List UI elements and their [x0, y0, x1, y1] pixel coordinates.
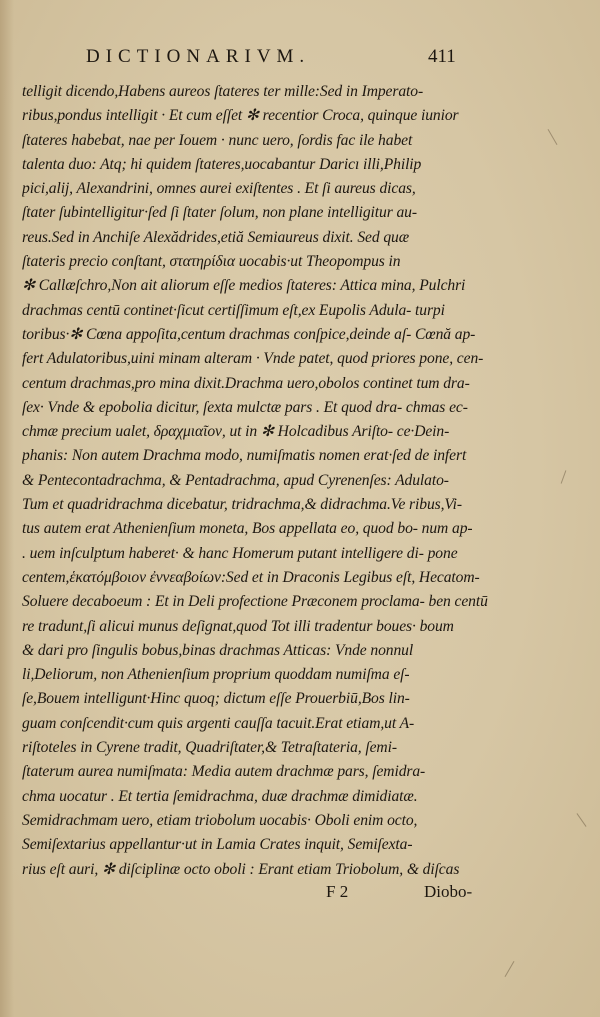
page-gutter-shadow — [0, 0, 14, 1017]
text-line: reus.Sed in Anchiſe Alexădrides,etiă Semiaureus dixit. Sed quæ — [22, 228, 410, 246]
text-line: & Pentecontadrachma, & Pentadrachma, apud Cyrenenſes: Adulato- — [22, 471, 449, 489]
page-header — [0, 44, 600, 74]
margin-pencil-mark — [548, 129, 558, 145]
text-line: riſtoteles in Cyrene tradit, Quadriſtater,& Tetraſtateria, ſemi- — [22, 739, 397, 757]
text-line: centem,ἑκατόμβοιον ἐννεαβοίων:Sed et in Draconis Legibus eſt, Hecatom- — [22, 568, 480, 586]
text-line: Semidrachmam uero, etiam triobolum uocabis· Oboli enim octo, — [22, 811, 418, 829]
text-line: Tum et quadridrachma dicebatur, tridrachma,& didrachma.Ve ribus,Vi- — [22, 496, 463, 514]
text-line: centum drachmas,pro mina dixit.Drachma uero,obolos continet tum dra- — [22, 374, 470, 392]
text-line: ſtaterum aurea numiſmata: Media autem drachmæ pars, ſemidra- — [22, 763, 426, 781]
text-line: rius eſt auri, ✻ diſciplinæ octo oboli : Erant etiam Triobolum, & diſcas — [22, 860, 460, 878]
margin-pencil-mark — [505, 961, 515, 977]
page-number: 411 — [428, 46, 456, 67]
text-line: Semiſextarius appellantur·ut in Lamia Crates inquit, Semiſexta- — [22, 836, 413, 854]
text-line: pici,alij, Alexandrini, omnes aurei exiſtentes . Et ſi aureus dicas, — [22, 180, 416, 198]
text-line: re tradunt,ſi alicui munus deſignat,quod Tot illi tradentur boues· boum — [22, 617, 454, 635]
signature-mark: F 2 — [326, 882, 349, 901]
text-line: tus autem erat Athenienſium moneta, Bos appellata eo, quod bo- num ap- — [22, 520, 473, 538]
text-line: chma uocatur . Et tertia ſemidrachma, duæ drachmæ dimidiatæ. — [22, 787, 418, 805]
text-line: telligit dicendo,Habens aureos ſtateres ter mille:Sed in Imperato- — [22, 83, 424, 100]
text-line: li,Deliorum, non Athenienſium proprium quoddam numiſma eſ- — [22, 666, 410, 684]
text-line: talenta duo: Atq; hi quidem ſtateres,uocabantur Daricı illi,Philip — [22, 155, 422, 173]
margin-pencil-mark — [577, 813, 587, 827]
page-footer — [0, 882, 600, 908]
text-line: ſtater ſubintelligitur·ſed ſi ſtater ſolum, non plane intelligitur au- — [22, 204, 417, 222]
text-line: chmæ precium ualet, δραχμιαῖον, ut in ✻ Holcadibus Ariſto- ce·Dein- — [22, 423, 450, 441]
text-line: ſtateris precio conſtant, στατηρίδια uocabis·ut Theopompus in — [22, 253, 401, 271]
margin-pencil-mark — [561, 470, 567, 483]
text-line: ſtateres habebat, nae per Iouem · nunc uero, ſordis fac ile habet — [22, 131, 413, 149]
text-line: ✻ Callæſchro,Non ait aliorum eſſe medios ſtateres: Attica mina, Pulchri — [22, 277, 466, 295]
catchword: Diobo- — [424, 882, 473, 901]
body-text — [22, 80, 542, 882]
text-line: ſex· Vnde & epobolia dicitur, ſexta mulctæ pars . Et quod dra- chmas ec- — [22, 398, 468, 416]
text-line: guam conſcendit·cum quis argenti cauſſa tacuit.Erat etiam,ut A- — [22, 714, 415, 732]
text-line: phanis: Non autem Drachma modo, numiſmatis nomen erat·ſed de infert — [22, 447, 467, 465]
running-head: DICTIONARIVM. — [86, 46, 311, 67]
text-line: fert Adulatoribus,uini minam alteram · Vnde patet, quod priores pone, cen- — [22, 350, 484, 368]
text-line: . uem inſculptum haberet· & hanc Homerum putant intelligere di- pone — [22, 544, 458, 562]
text-line: drachmas centū continet·ſicut certiſſimum eſt,ex Eupolis Adula- turpi — [22, 301, 445, 319]
text-line: toribus·✻ Cœna appoſita,centum drachmas conſpice,deinde aſ- Cœnă ap- — [22, 325, 476, 343]
text-line: Soluere decaboeum : Et in Deli profectione Præconem proclama- ben centū — [22, 593, 488, 611]
text-line: ſe,Bouem intelligunt·Hinc quoq; dictum eſſe Prouerbiū,Bos lin- — [22, 690, 410, 708]
text-line: ribus,pondus intelligit · Et cum eſſet ✻ recentior Croca, quinque iunior — [22, 107, 459, 125]
text-line: & dari pro ſingulis bobus,binas drachmas Atticas: Vnde nonnul — [22, 641, 414, 659]
